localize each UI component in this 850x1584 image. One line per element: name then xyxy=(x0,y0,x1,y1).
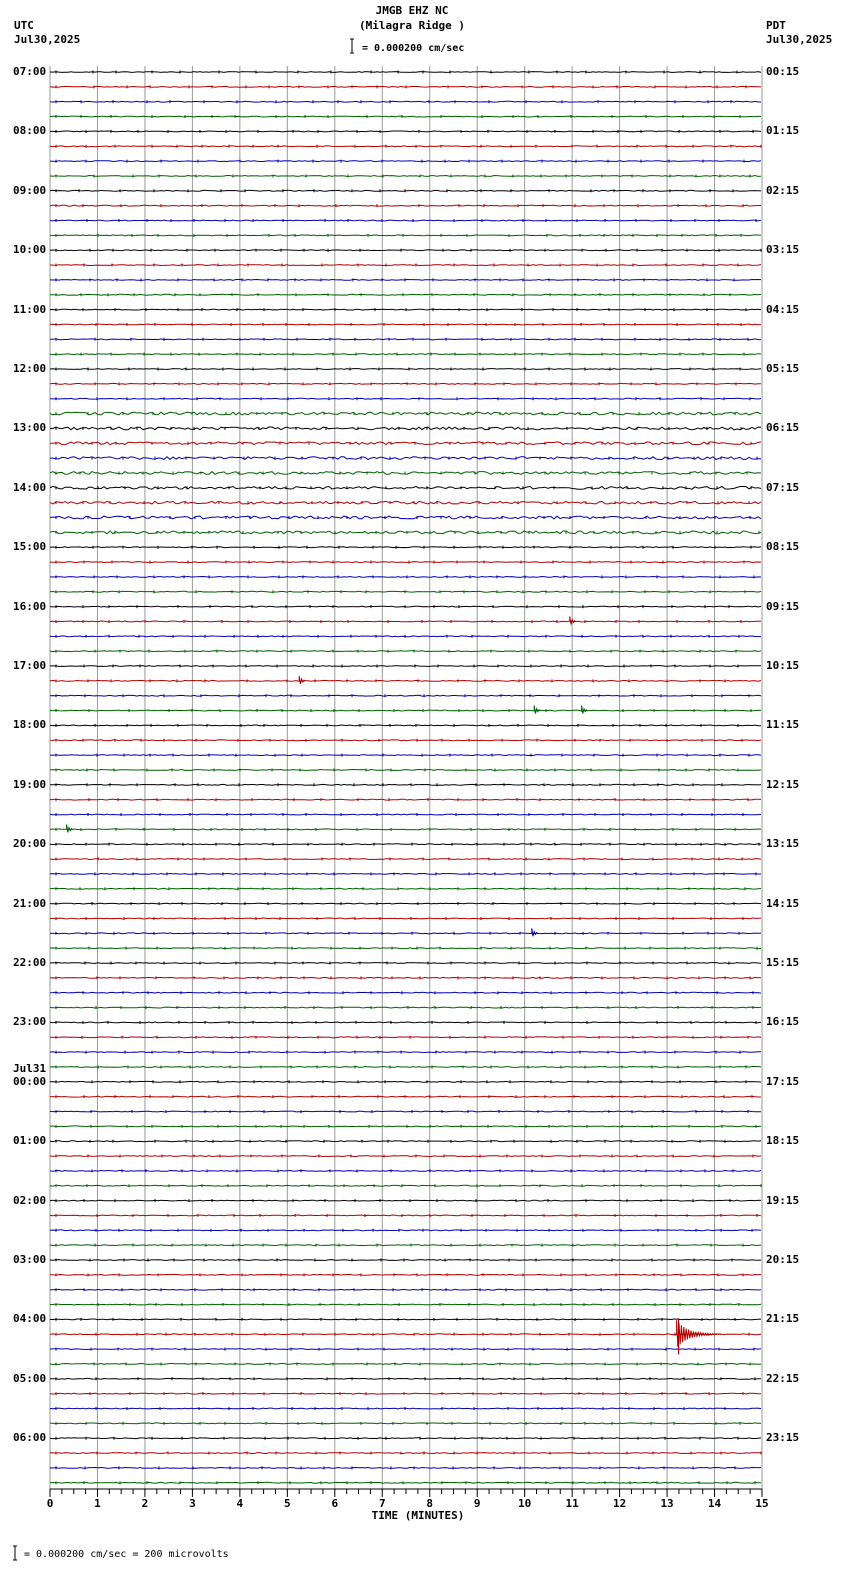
trace-line xyxy=(50,354,761,355)
trace-line xyxy=(50,427,761,430)
utc-date-label: Jul30,2025 xyxy=(14,33,81,46)
utc-hour-label: 12:00 xyxy=(13,362,47,375)
trace-line xyxy=(50,1111,761,1112)
trace-line xyxy=(50,1067,761,1068)
event-blip xyxy=(534,706,540,714)
footer-scale-note: = 0.000200 cm/sec = 200 microvolts xyxy=(24,1549,229,1560)
trace-line xyxy=(50,695,761,696)
trace-line xyxy=(50,977,761,978)
trace-line xyxy=(50,1200,761,1201)
utc-hour-label: 05:00 xyxy=(13,1371,47,1385)
trace-line xyxy=(50,265,761,266)
trace-line xyxy=(50,621,761,622)
pdt-hour-label: 04:15 xyxy=(766,302,800,316)
trace-line xyxy=(50,1156,761,1157)
trace-line xyxy=(50,1052,761,1053)
utc-zone-label: UTC xyxy=(14,19,34,32)
utc-hour-label: 19:00 xyxy=(13,777,47,791)
pdt-hour-label: 12:15 xyxy=(766,777,800,791)
pdt-hour-label: 02:15 xyxy=(766,183,800,197)
trace-line xyxy=(50,1081,761,1082)
site-name: (Milagra Ridge ) xyxy=(359,19,465,32)
x-tick-label: 15 xyxy=(755,1497,769,1510)
pdt-hour-label: 19:15 xyxy=(766,1193,800,1207)
utc-hour-label: 17:00 xyxy=(13,659,47,672)
trace-line xyxy=(50,1393,761,1394)
trace-line xyxy=(50,501,761,504)
pdt-hour-label: 01:15 xyxy=(766,124,800,138)
trace-line xyxy=(50,161,761,162)
trace-line xyxy=(50,339,761,340)
trace-line xyxy=(50,859,761,860)
trace-line xyxy=(50,577,761,578)
trace-line xyxy=(50,1378,761,1379)
pdt-hour-label: 09:15 xyxy=(766,599,800,613)
trace-line xyxy=(50,1007,761,1008)
trace-line xyxy=(50,1304,761,1305)
trace-line xyxy=(50,146,761,147)
utc-hour-label: 01:00 xyxy=(13,1134,47,1148)
trace-line xyxy=(50,1230,761,1231)
pdt-hour-label: 18:15 xyxy=(766,1134,800,1148)
trace-line xyxy=(50,412,761,415)
pdt-zone-label: PDT xyxy=(766,19,786,32)
trace-line xyxy=(50,1260,761,1261)
trace-line xyxy=(50,250,761,251)
trace-line xyxy=(50,369,761,370)
trace-line xyxy=(50,457,761,460)
event-blip xyxy=(299,676,305,684)
pdt-hour-label: 21:15 xyxy=(766,1312,800,1326)
utc-hour-label: 08:00 xyxy=(13,124,47,138)
trace-line xyxy=(50,72,761,73)
x-axis xyxy=(50,1489,762,1497)
trace-line xyxy=(50,740,761,741)
event-blip xyxy=(570,616,576,624)
trace-line xyxy=(50,324,761,325)
trace-line xyxy=(50,874,761,875)
trace-line xyxy=(50,651,761,652)
pdt-hour-label: 06:15 xyxy=(766,421,800,435)
pdt-hour-label: 14:15 xyxy=(766,896,800,910)
x-tick-label: 5 xyxy=(284,1497,291,1510)
utc-hour-label: 07:00 xyxy=(13,65,47,78)
pdt-hour-label: 22:15 xyxy=(766,1371,800,1385)
trace-line xyxy=(50,1349,761,1350)
utc-hour-label: 00:00 xyxy=(13,1074,47,1088)
utc-hour-label: 02:00 xyxy=(13,1193,47,1207)
pdt-hour-label: 11:15 xyxy=(766,718,800,732)
x-tick-label: 14 xyxy=(707,1497,722,1510)
trace-line xyxy=(50,725,761,726)
trace-line xyxy=(50,1319,761,1320)
utc-hour-label: 20:00 xyxy=(13,837,47,851)
x-axis-label: TIME (MINUTES) xyxy=(371,1509,465,1522)
trace-line xyxy=(50,680,761,681)
trace-line xyxy=(50,1453,761,1454)
x-tick-label: 1 xyxy=(94,1497,101,1510)
x-tick-label: 7 xyxy=(378,1497,386,1510)
trace-line xyxy=(50,516,761,519)
pdt-date-label: Jul30,2025 xyxy=(766,33,833,46)
trace-line xyxy=(50,486,761,489)
utc-hour-label: 06:00 xyxy=(13,1431,47,1445)
pdt-hour-label: 03:15 xyxy=(766,243,800,257)
event-blip xyxy=(532,928,538,936)
helicorder-traces xyxy=(50,71,761,1485)
pdt-hour-label: 16:15 xyxy=(766,1015,800,1029)
trace-line xyxy=(50,220,761,221)
x-tick-label: 12 xyxy=(612,1497,627,1510)
trace-line xyxy=(50,770,761,771)
utc-hour-label: 03:00 xyxy=(13,1253,47,1266)
trace-line xyxy=(50,101,761,102)
event-blip xyxy=(582,706,588,714)
utc-hour-label: 23:00 xyxy=(13,1015,47,1029)
utc-hour-label: 04:00 xyxy=(13,1312,47,1326)
trace-line xyxy=(50,1126,761,1127)
trace-line xyxy=(50,992,761,993)
trace-line xyxy=(50,755,761,756)
x-tick-label: 8 xyxy=(426,1497,434,1510)
trace-line xyxy=(50,1438,761,1439)
utc-hour-label: 15:00 xyxy=(13,540,47,554)
utc-hour-label: 13:00 xyxy=(13,421,47,435)
pdt-hour-label: 05:15 xyxy=(766,362,800,375)
trace-line xyxy=(50,131,761,132)
trace-line xyxy=(50,1141,761,1142)
trace-line xyxy=(50,888,761,889)
pdt-hour-label: 10:15 xyxy=(766,659,800,672)
pdt-hour-label: 17:15 xyxy=(766,1074,800,1088)
trace-line xyxy=(50,1364,761,1365)
utc-hour-label: 10:00 xyxy=(13,243,47,257)
utc-hour-label: 11:00 xyxy=(13,302,47,316)
pdt-hour-label: 20:15 xyxy=(766,1253,800,1266)
utc-hour-label: 09:00 xyxy=(13,183,47,197)
trace-line xyxy=(50,1334,761,1335)
trace-line xyxy=(50,963,761,964)
utc-hour-label: 22:00 xyxy=(13,956,47,969)
trace-line xyxy=(50,1468,761,1469)
utc-hour-label: 21:00 xyxy=(13,896,47,910)
trace-line xyxy=(50,814,761,815)
trace-line xyxy=(50,205,761,206)
event-blip xyxy=(67,824,73,832)
pdt-hour-label: 08:15 xyxy=(766,540,800,554)
utc-hour-label: 16:00 xyxy=(13,599,47,613)
trace-line xyxy=(50,562,761,563)
x-tick-label: 10 xyxy=(518,1497,532,1510)
trace-line xyxy=(50,383,761,384)
trace-line xyxy=(50,1423,761,1424)
x-tick-label: 4 xyxy=(236,1497,244,1510)
trace-line xyxy=(50,116,761,117)
pdt-hour-label: 23:15 xyxy=(766,1431,800,1445)
x-tick-label: 3 xyxy=(189,1497,196,1510)
pdt-hour-label: 00:15 xyxy=(766,65,800,78)
trace-line xyxy=(50,918,761,919)
trace-line xyxy=(50,666,761,667)
trace-line xyxy=(50,1245,761,1246)
pdt-hour-label: 07:15 xyxy=(766,480,800,494)
x-tick-label: 2 xyxy=(141,1497,149,1510)
x-tick-label: 9 xyxy=(473,1497,481,1510)
trace-line xyxy=(50,829,761,830)
x-tick-label: 13 xyxy=(660,1497,674,1510)
trace-line xyxy=(50,1022,761,1023)
trace-line xyxy=(50,1171,761,1172)
trace-line xyxy=(50,1215,761,1216)
pdt-hour-label: 15:15 xyxy=(766,956,800,969)
x-tick-label: 11 xyxy=(565,1497,579,1510)
trace-line xyxy=(50,844,761,845)
x-tick-label: 0 xyxy=(46,1497,54,1510)
pdt-hour-label: 13:15 xyxy=(766,837,800,851)
trace-line xyxy=(50,442,761,445)
x-tick-label: 6 xyxy=(331,1497,339,1510)
trace-line xyxy=(50,933,761,934)
utc-hour-label: 18:00 xyxy=(13,718,47,732)
trace-line xyxy=(50,235,761,236)
date-change-label: Jul31 xyxy=(13,1061,47,1075)
trace-line xyxy=(50,398,761,399)
scale-label: = 0.000200 cm/sec xyxy=(362,43,465,54)
utc-hour-label: 14:00 xyxy=(13,480,47,494)
trace-line xyxy=(50,1185,761,1186)
station-title: JMGB EHZ NC xyxy=(375,4,449,17)
trace-line xyxy=(50,784,761,785)
trace-line xyxy=(50,547,761,548)
trace-line xyxy=(50,1289,761,1290)
trace-line xyxy=(50,294,761,295)
trace-line xyxy=(50,176,761,177)
trace-line xyxy=(50,1482,761,1483)
